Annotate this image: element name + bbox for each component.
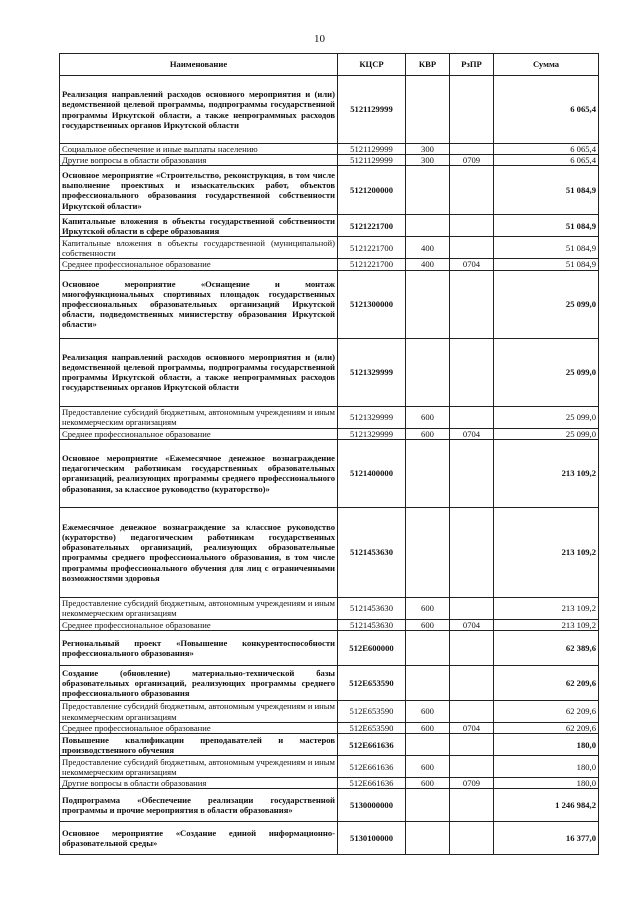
row-kcsr: 5121200000	[338, 166, 406, 215]
row-kcsr: 5121221700	[338, 215, 406, 237]
table-row	[60, 666, 599, 701]
table-row	[60, 723, 599, 734]
row-name: Предоставление субсидий бюджетным, автономным учреждениям и иным некоммерческим организациям	[60, 756, 338, 778]
row-rzpr	[450, 270, 494, 338]
row-rzpr: 0704	[450, 723, 494, 734]
table-row	[60, 166, 599, 215]
row-kvr	[406, 439, 450, 507]
row-sum: 62 209,6	[494, 701, 599, 723]
row-kcsr: 512E653590	[338, 723, 406, 734]
row-name: Основное мероприятие «Строительство, реконструкция, в том числе выполнение проектных и изыскательских работ, объектов профессионального образования государственной собственности Иркутской области»	[60, 166, 338, 215]
table-row	[60, 338, 599, 406]
row-kcsr: 5121221700	[338, 259, 406, 270]
row-kvr	[406, 666, 450, 701]
row-sum: 180,0	[494, 734, 599, 756]
row-kcsr: 5121453630	[338, 619, 406, 630]
row-kvr	[406, 215, 450, 237]
row-sum: 213 109,2	[494, 597, 599, 619]
row-name: Подпрограмма «Обеспечение реализации государственной программы и прочие мероприятия в области образования»	[60, 789, 338, 822]
row-rzpr	[450, 76, 494, 144]
row-rzpr	[450, 237, 494, 259]
row-rzpr	[450, 215, 494, 237]
row-kcsr: 5121329999	[338, 338, 406, 406]
table-row	[60, 215, 599, 237]
row-kvr	[406, 76, 450, 144]
row-sum: 1 246 984,2	[494, 789, 599, 822]
row-kcsr: 512E661636	[338, 734, 406, 756]
header-rzpr: РзПР	[450, 54, 494, 76]
row-name: Основное мероприятие «Оснащение и монтаж многофункциональных спортивных площадок государственных профессиональных образовательных организаций Иркутской области, подведомственных министерству образования Иркутской области»	[60, 270, 338, 338]
table-row	[60, 270, 599, 338]
row-rzpr	[450, 631, 494, 666]
table-row	[60, 822, 599, 855]
row-rzpr	[450, 789, 494, 822]
row-kvr	[406, 507, 450, 597]
table-row	[60, 631, 599, 666]
row-sum: 16 377,0	[494, 822, 599, 855]
row-sum: 25 099,0	[494, 338, 599, 406]
row-rzpr	[450, 597, 494, 619]
row-sum: 213 109,2	[494, 619, 599, 630]
row-kvr	[406, 631, 450, 666]
row-kcsr: 5121221700	[338, 237, 406, 259]
row-rzpr: 0704	[450, 259, 494, 270]
row-name: Предоставление субсидий бюджетным, автономным учреждениям и иным некоммерческим организациям	[60, 406, 338, 428]
row-name: Основное мероприятие «Создание единой информационно-образовательной среды»	[60, 822, 338, 855]
row-sum: 6 065,4	[494, 155, 599, 166]
row-kcsr: 5121129999	[338, 155, 406, 166]
row-name: Другие вопросы в области образования	[60, 778, 338, 789]
row-kcsr: 512E661636	[338, 778, 406, 789]
row-sum: 180,0	[494, 778, 599, 789]
row-name: Предоставление субсидий бюджетным, автономным учреждениям и иным некоммерческим организациям	[60, 701, 338, 723]
row-kcsr: 5130000000	[338, 789, 406, 822]
table-row	[60, 259, 599, 270]
row-kvr	[406, 338, 450, 406]
row-name: Среднее профессиональное образование	[60, 259, 338, 270]
row-kvr	[406, 734, 450, 756]
budget-table	[59, 53, 599, 855]
row-kcsr: 512E653590	[338, 701, 406, 723]
row-kvr: 600	[406, 701, 450, 723]
row-name: Капитальные вложения в объекты государственной собственности Иркутской области в сфере образования	[60, 215, 338, 237]
row-kvr	[406, 822, 450, 855]
row-rzpr: 0704	[450, 428, 494, 439]
table-row	[60, 406, 599, 428]
row-rzpr: 0709	[450, 778, 494, 789]
header-sum: Сумма	[494, 54, 599, 76]
row-rzpr	[450, 406, 494, 428]
row-name: Ежемесячное денежное вознаграждение за классное руководство (кураторство) педагогическим работникам государственных образовательных организаций, реализующих образовательные программы среднего профессионального образования, в том числе программы профессионального обучения для лиц с ограниченными возможностями здоровья	[60, 507, 338, 597]
table-row	[60, 756, 599, 778]
table-row	[60, 237, 599, 259]
table-row	[60, 144, 599, 155]
row-rzpr	[450, 166, 494, 215]
row-rzpr	[450, 822, 494, 855]
row-sum: 51 084,9	[494, 237, 599, 259]
row-rzpr	[450, 756, 494, 778]
header-name: Наименование	[60, 54, 338, 76]
table-row	[60, 734, 599, 756]
row-kvr: 600	[406, 756, 450, 778]
row-kcsr: 5121129999	[338, 76, 406, 144]
table-row	[60, 155, 599, 166]
row-rzpr: 0704	[450, 619, 494, 630]
row-kcsr: 5121453630	[338, 597, 406, 619]
row-name: Реализация направлений расходов основного мероприятия и (или) ведомственной целевой программы, подпрограммы государственной программы Иркутской области, а также непрограммных расходов государственных органов Иркутской области	[60, 76, 338, 144]
row-kvr: 600	[406, 723, 450, 734]
row-rzpr	[450, 338, 494, 406]
row-kvr	[406, 270, 450, 338]
row-rzpr	[450, 439, 494, 507]
row-kvr: 300	[406, 155, 450, 166]
row-kvr: 600	[406, 597, 450, 619]
row-sum: 51 084,9	[494, 259, 599, 270]
table-row	[60, 701, 599, 723]
row-rzpr	[450, 734, 494, 756]
header-kvr: КВР	[406, 54, 450, 76]
row-name: Социальное обеспечение и иные выплаты населению	[60, 144, 338, 155]
row-kcsr: 5121453630	[338, 507, 406, 597]
table-row	[60, 597, 599, 619]
row-rzpr	[450, 507, 494, 597]
row-sum: 25 099,0	[494, 428, 599, 439]
table-body	[60, 76, 599, 855]
row-kcsr: 5130100000	[338, 822, 406, 855]
row-name: Основное мероприятие «Ежемесячное денежное вознаграждение педагогическим работникам государственных образовательных организаций, реализующих программы среднего профессионального образования, за классное руководство (кураторство)»	[60, 439, 338, 507]
row-sum: 25 099,0	[494, 406, 599, 428]
row-kvr	[406, 166, 450, 215]
row-rzpr	[450, 144, 494, 155]
row-sum: 6 065,4	[494, 76, 599, 144]
row-name: Реализация направлений расходов основного мероприятия и (или) ведомственной целевой программы, подпрограммы государственной программы Иркутской области, а также непрограммных расходов государственных органов Иркутской области	[60, 338, 338, 406]
row-kvr: 600	[406, 778, 450, 789]
header-kcsr: КЦСР	[338, 54, 406, 76]
page-number: 10	[314, 33, 325, 45]
row-sum: 213 109,2	[494, 439, 599, 507]
row-rzpr	[450, 666, 494, 701]
row-name: Повышение квалификации преподавателей и мастеров производственного обучения	[60, 734, 338, 756]
row-sum: 62 209,6	[494, 723, 599, 734]
row-rzpr	[450, 701, 494, 723]
row-kcsr: 5121129999	[338, 144, 406, 155]
row-name: Среднее профессиональное образование	[60, 619, 338, 630]
row-kcsr: 5121329999	[338, 428, 406, 439]
table-header-row	[60, 54, 599, 76]
table-row	[60, 428, 599, 439]
row-sum: 25 099,0	[494, 270, 599, 338]
table-row	[60, 778, 599, 789]
row-kvr: 600	[406, 406, 450, 428]
table-row	[60, 789, 599, 822]
row-sum: 180,0	[494, 756, 599, 778]
row-name: Среднее профессиональное образование	[60, 723, 338, 734]
row-sum: 51 084,9	[494, 215, 599, 237]
table-row	[60, 619, 599, 630]
table-row	[60, 76, 599, 144]
row-name: Другие вопросы в области образования	[60, 155, 338, 166]
row-kcsr: 512E653590	[338, 666, 406, 701]
row-sum: 51 084,9	[494, 166, 599, 215]
row-kvr: 400	[406, 259, 450, 270]
row-sum: 6 065,4	[494, 144, 599, 155]
row-name: Капитальные вложения в объекты государственной (муниципальной) собственности	[60, 237, 338, 259]
row-sum: 62 389,6	[494, 631, 599, 666]
table-row	[60, 507, 599, 597]
row-name: Региональный проект «Повышение конкурентоспособности профессионального образования»	[60, 631, 338, 666]
row-kcsr: 5121329999	[338, 406, 406, 428]
row-kvr	[406, 789, 450, 822]
row-kvr: 300	[406, 144, 450, 155]
row-kvr: 600	[406, 619, 450, 630]
table-row	[60, 439, 599, 507]
row-rzpr: 0709	[450, 155, 494, 166]
row-sum: 213 109,2	[494, 507, 599, 597]
row-sum: 62 209,6	[494, 666, 599, 701]
row-kcsr: 512E600000	[338, 631, 406, 666]
row-name: Среднее профессиональное образование	[60, 428, 338, 439]
row-name: Предоставление субсидий бюджетным, автономным учреждениям и иным некоммерческим организациям	[60, 597, 338, 619]
row-kcsr: 5121300000	[338, 270, 406, 338]
row-kvr: 600	[406, 428, 450, 439]
row-kcsr: 512E661636	[338, 756, 406, 778]
row-kcsr: 5121400000	[338, 439, 406, 507]
row-name: Создание (обновление) материально-технической базы образовательных организаций, реализующих программы среднего профессионального образования	[60, 666, 338, 701]
row-kvr: 400	[406, 237, 450, 259]
